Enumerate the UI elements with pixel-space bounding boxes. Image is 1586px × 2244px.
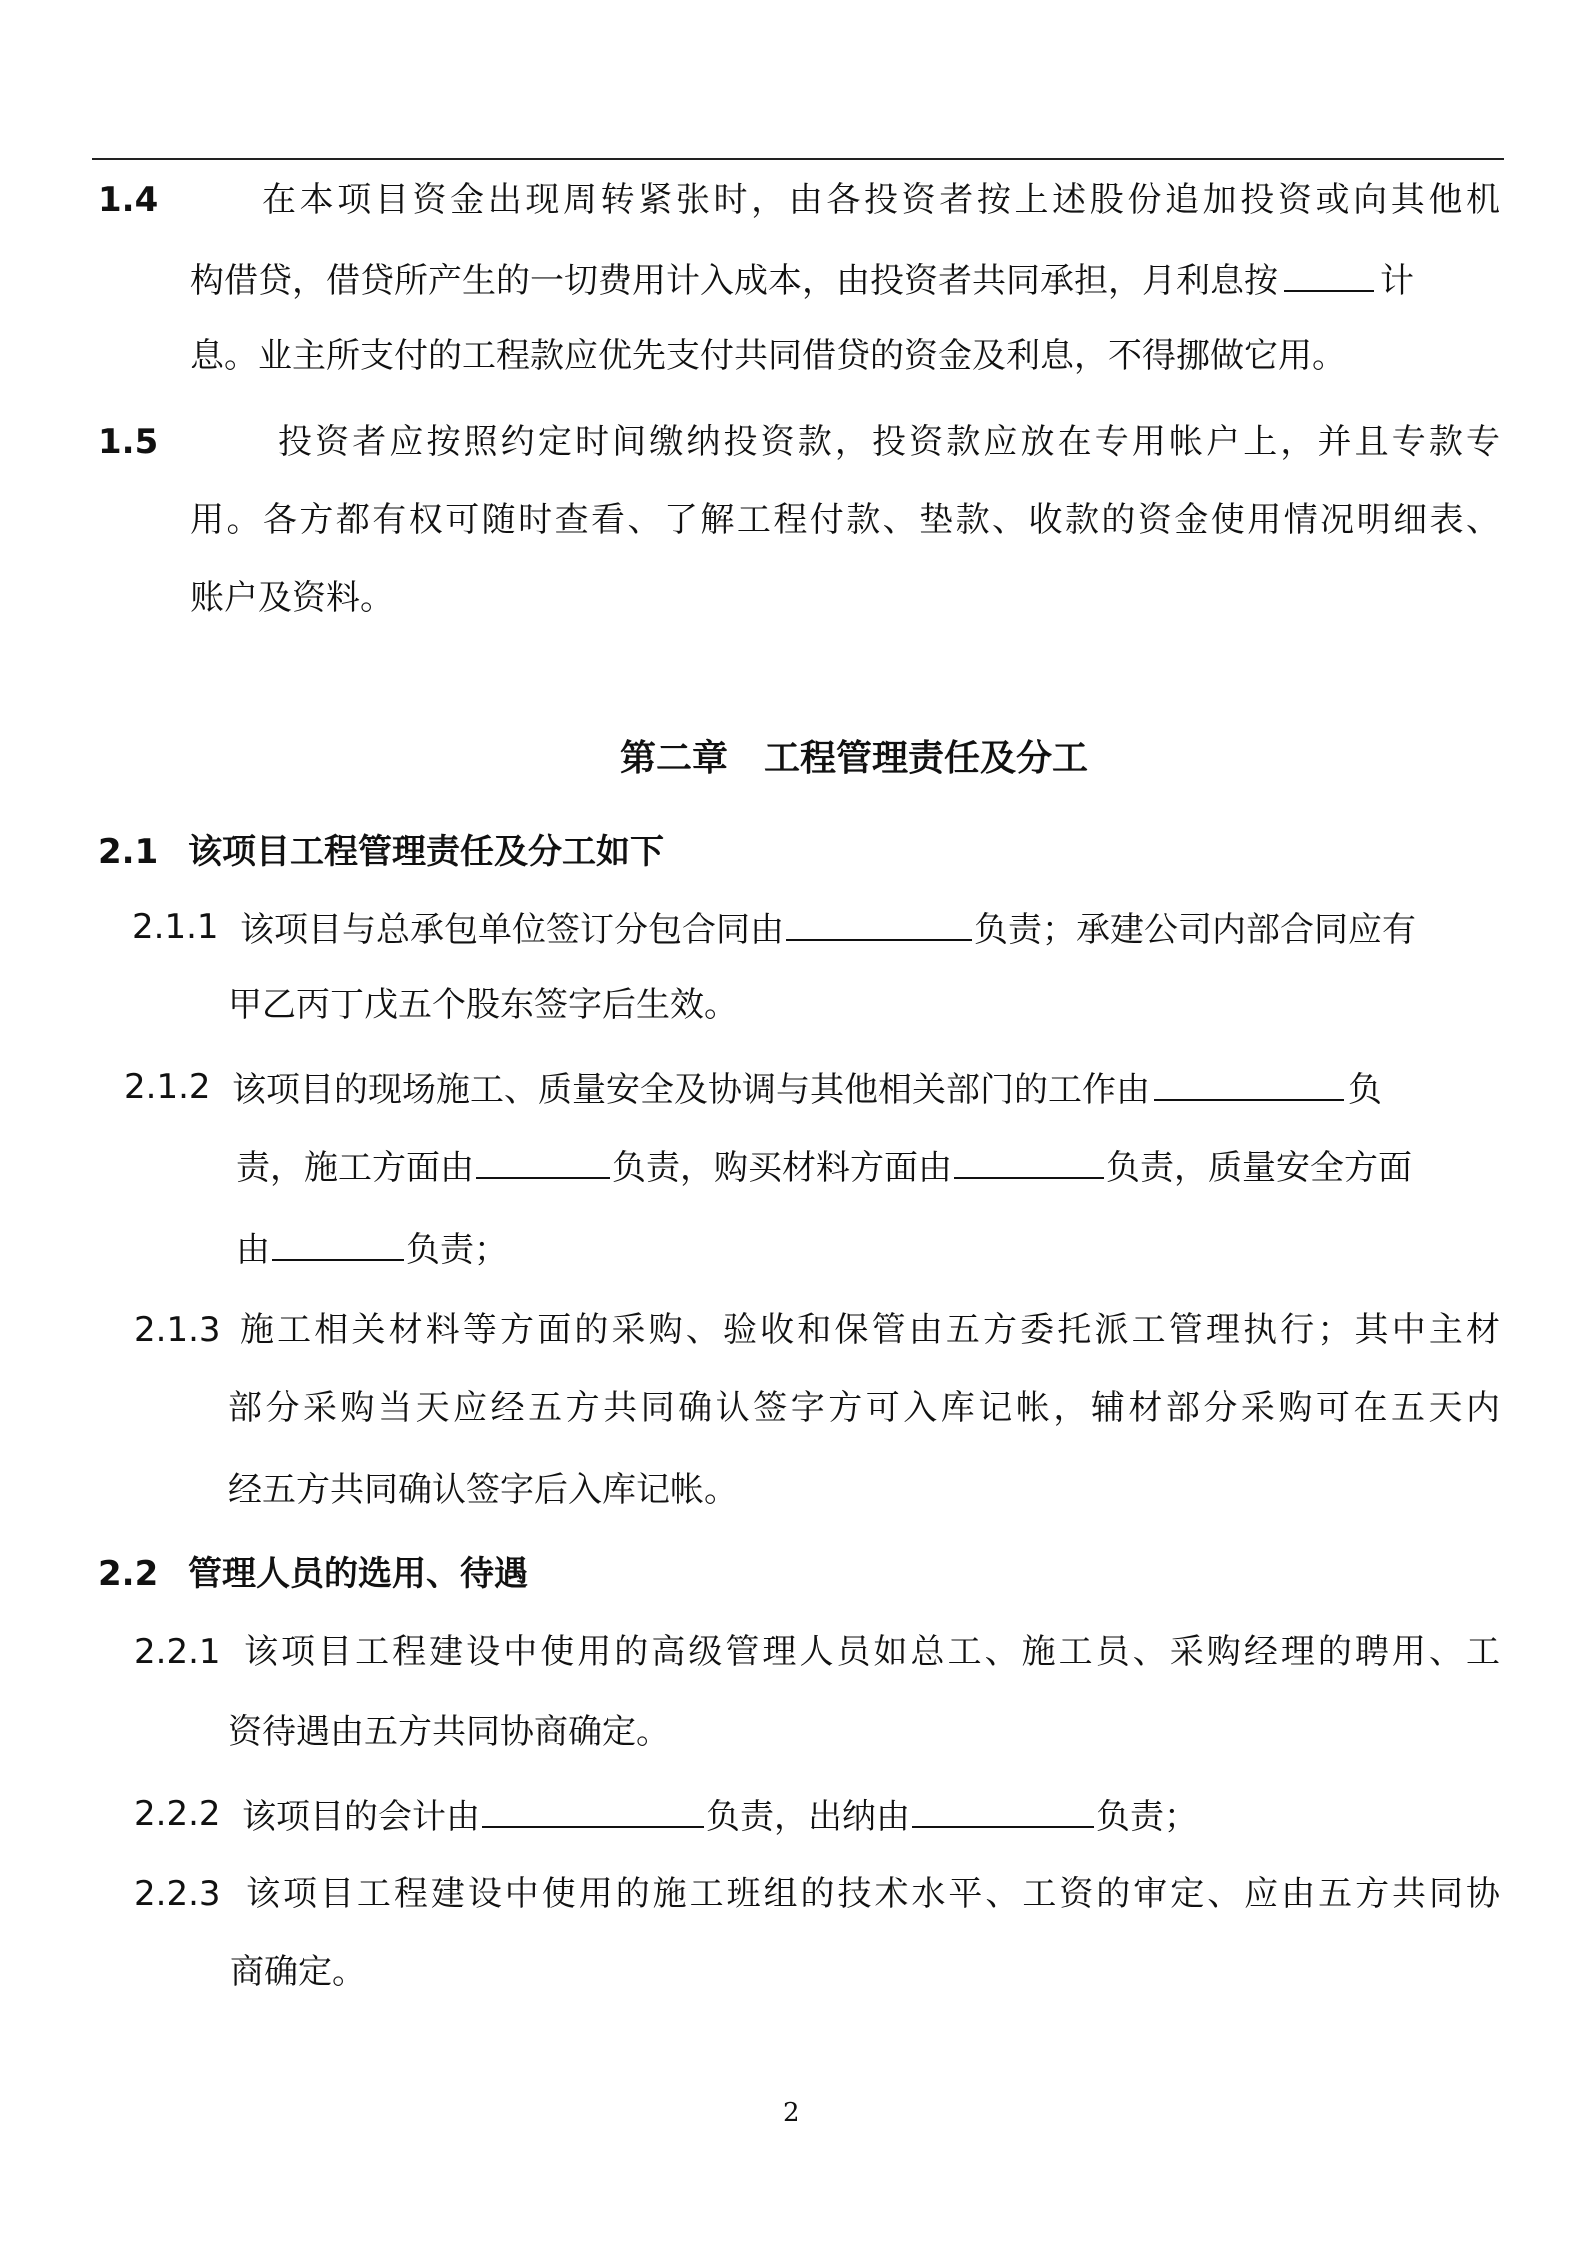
paragraph-number: 1.4 <box>98 180 159 220</box>
page-number: 2 <box>783 2098 800 2128</box>
item-line: 施工相关材料等方面的采购、验收和保管由五方委托派工管理执行；其中主材 <box>240 1310 1500 1350</box>
blank-line <box>912 1792 1094 1828</box>
item-line: 商确定。 <box>230 1952 366 1992</box>
blank-line <box>1284 256 1374 292</box>
item-line: 责，施工方面由 负责，购买材料方面由 负责，质量安全方面 <box>236 1143 1500 1187</box>
section-number: 2.1 <box>98 832 159 872</box>
blank-line <box>954 1143 1104 1179</box>
item-line: 该项目的会计由 负责，出纳由 负责； <box>242 1792 1198 1836</box>
chapter-title: 第二章 工程管理责任及分工 <box>620 738 1089 779</box>
blank-line <box>786 905 972 941</box>
item-line: 该项目工程建设中使用的施工班组的技术水平、工资的审定、应由五方共同协 <box>246 1874 1500 1914</box>
item-number: 2.1.1 <box>132 907 219 947</box>
item-number: 2.1.3 <box>134 1310 221 1350</box>
section-title: 管理人员的选用、待遇 <box>188 1554 528 1594</box>
item-number: 2.1.2 <box>124 1067 211 1107</box>
paragraph-line: 在本项目资金出现周转紧张时，由各投资者按上述股份追加投资或向其他机 <box>262 180 1500 220</box>
item-number: 2.2.1 <box>134 1632 221 1672</box>
item-number: 2.2.2 <box>134 1794 221 1834</box>
blank-line <box>272 1225 404 1261</box>
paragraph-line: 息。业主所支付的工程款应优先支付共同借贷的资金及利息，不得挪做它用。 <box>190 336 1346 376</box>
blank-line <box>482 1792 704 1828</box>
blank-line <box>1154 1065 1344 1101</box>
section-title: 该项目工程管理责任及分工如下 <box>188 832 664 872</box>
paragraph-number: 1.5 <box>98 422 159 462</box>
item-line: 资待遇由五方共同协商确定。 <box>228 1712 670 1752</box>
item-line: 经五方共同确认签字后入库记帐。 <box>228 1470 738 1510</box>
section-number: 2.2 <box>98 1554 159 1594</box>
paragraph-line: 用。各方都有权可随时查看、了解工程付款、垫款、收款的资金使用情况明细表、 <box>190 500 1500 540</box>
item-line: 部分采购当天应经五方共同确认签字方可入库记帐，辅材部分采购可在五天内 <box>228 1388 1500 1428</box>
item-line: 甲乙丙丁戊五个股东签字后生效。 <box>228 985 738 1025</box>
header-rule <box>92 158 1504 160</box>
item-number: 2.2.3 <box>134 1874 221 1914</box>
item-line: 该项目的现场施工、质量安全及协调与其他相关部门的工作由 负 <box>232 1065 1500 1109</box>
blank-line <box>476 1143 610 1179</box>
item-line: 由 负责； <box>236 1225 508 1269</box>
paragraph-line: 账户及资料。 <box>190 578 394 618</box>
paragraph-line: 投资者应按照约定时间缴纳投资款，投资款应放在专用帐户上，并且专款专 <box>278 422 1500 462</box>
item-line: 该项目与总承包单位签订分包合同由 负责；承建公司内部合同应有 <box>240 905 1500 949</box>
paragraph-line: 构借贷，借贷所产生的一切费用计入成本，由投资者共同承担，月利息按 计 <box>190 256 1500 300</box>
item-line: 该项目工程建设中使用的高级管理人员如总工、施工员、采购经理的聘用、工 <box>244 1632 1500 1672</box>
